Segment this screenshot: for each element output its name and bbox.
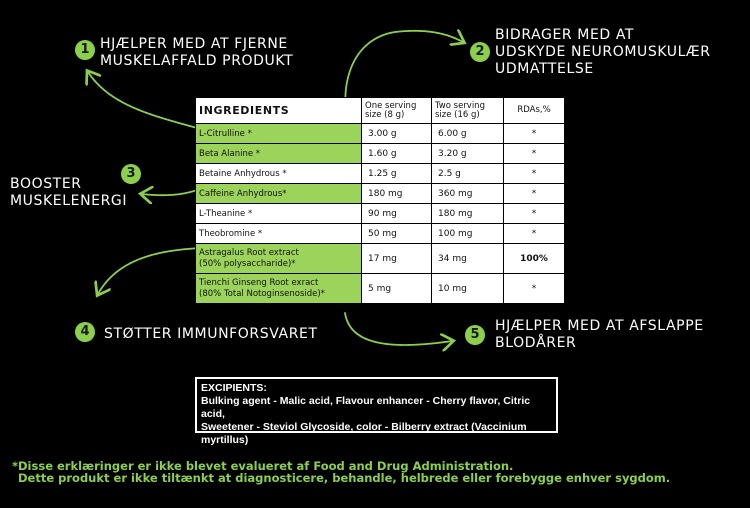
arrow-to-callout-3	[142, 190, 197, 195]
callout-4-text: STØTTER IMMUNFORSVARET	[104, 326, 318, 342]
excipients-line-1: Bulking agent - Malic acid, Flavour enhancer - Cherry flavor, Citric acid,	[201, 395, 531, 420]
ingredient-name: Betaine Anhydrous *	[196, 164, 362, 184]
one-serving-value: 90 mg	[362, 204, 432, 224]
one-serving-value: 17 mg	[362, 244, 432, 274]
disclaimer-line-1: *Disse erklæringer er ikke blevet evalueret af Food and Drug Administration.	[12, 459, 514, 473]
rda-value: *	[504, 164, 565, 184]
one-serving-value: 3.00 g	[362, 124, 432, 144]
two-serving-value: 360 mg	[432, 184, 504, 204]
table-header-row	[196, 98, 565, 124]
one-serving-value: 180 mg	[362, 184, 432, 204]
arrow-to-callout-5	[345, 313, 452, 345]
header-ingredients: INGREDIENTS	[196, 98, 362, 124]
arrow-to-callout-4	[98, 248, 202, 294]
one-serving-value: 1.60 g	[362, 144, 432, 164]
callout-5-text: HJÆLPER MED AT AFSLAPPE BLODÅRER	[495, 318, 704, 351]
ingredient-name: Caffeine Anhydrous*	[196, 184, 362, 204]
two-serving-value: 2.5 g	[432, 164, 504, 184]
disclaimer-line-2: Dette produkt er ikke tiltænkt at diagnosticere, behandle, helbrede eller forebygge enhver sygdom.	[18, 471, 671, 485]
table-row	[196, 124, 565, 144]
disclaimer	[12, 460, 670, 484]
two-serving-value: 6.00 g	[432, 124, 504, 144]
two-serving-value: 10 mg	[432, 274, 504, 304]
two-serving-value: 100 mg	[432, 224, 504, 244]
callout-1-badge: 1	[75, 40, 95, 60]
rda-value: *	[504, 144, 565, 164]
ingredient-name: L-Theanine *	[196, 204, 362, 224]
rda-value: *	[504, 124, 565, 144]
excipients-box	[195, 377, 558, 446]
two-serving-value: 3.20 g	[432, 144, 504, 164]
ingredient-name: Tienchi Ginseng Root exract (80% Total Notoginsenoside)*	[196, 274, 362, 304]
two-serving-value: 34 mg	[432, 244, 504, 274]
table-row	[196, 164, 565, 184]
callout-3-badge: 3	[121, 164, 141, 184]
table-row	[196, 244, 565, 274]
two-serving-value: 180 mg	[432, 204, 504, 224]
ingredient-name: Theobromine *	[196, 224, 362, 244]
callout-4-badge: 4	[75, 322, 95, 342]
rda-value: *	[504, 204, 565, 224]
one-serving-value: 50 mg	[362, 224, 432, 244]
table-row	[196, 274, 565, 304]
header-two-serving: Two serving size (16 g)	[432, 98, 504, 124]
callout-2-badge: 2	[470, 42, 490, 62]
table-row	[196, 224, 565, 244]
rda-value: *	[504, 224, 565, 244]
header-one-serving: One serving size (8 g)	[362, 98, 432, 124]
rda-value: *	[504, 184, 565, 204]
one-serving-value: 1.25 g	[362, 164, 432, 184]
callout-2-text: BIDRAGER MED AT UDSKYDE NEUROMUSKULÆR UDMATTELSE	[495, 27, 711, 77]
callout-5-badge: 5	[465, 325, 485, 345]
ingredient-name: Astragalus Root extract (50% polysaccharide)*	[196, 244, 362, 274]
table-row	[196, 144, 565, 164]
one-serving-value: 5 mg	[362, 274, 432, 304]
rda-value: *	[504, 274, 565, 304]
table-row	[196, 204, 565, 224]
table-row	[196, 184, 565, 204]
excipients-line-2: Sweetener - Steviol Glycoside, color - Bilberry extract (Vaccinium myrtillus)	[201, 421, 527, 446]
callout-3-text: BOOSTER MUSKELENERGI	[10, 176, 128, 209]
header-rda: RDAs,%	[504, 98, 565, 124]
ingredient-name: L-Citrulline *	[196, 124, 362, 144]
excipients-title: EXCIPIENTS:	[201, 382, 267, 394]
arrow-to-callout-1	[88, 72, 197, 128]
callout-1-text: HJÆLPER MED AT FJERNE MUSKELAFFALD PRODUKT	[100, 36, 294, 69]
ingredient-name: Beta Alanine *	[196, 144, 362, 164]
rda-value: 100%	[504, 244, 565, 274]
ingredients-table	[195, 97, 565, 304]
